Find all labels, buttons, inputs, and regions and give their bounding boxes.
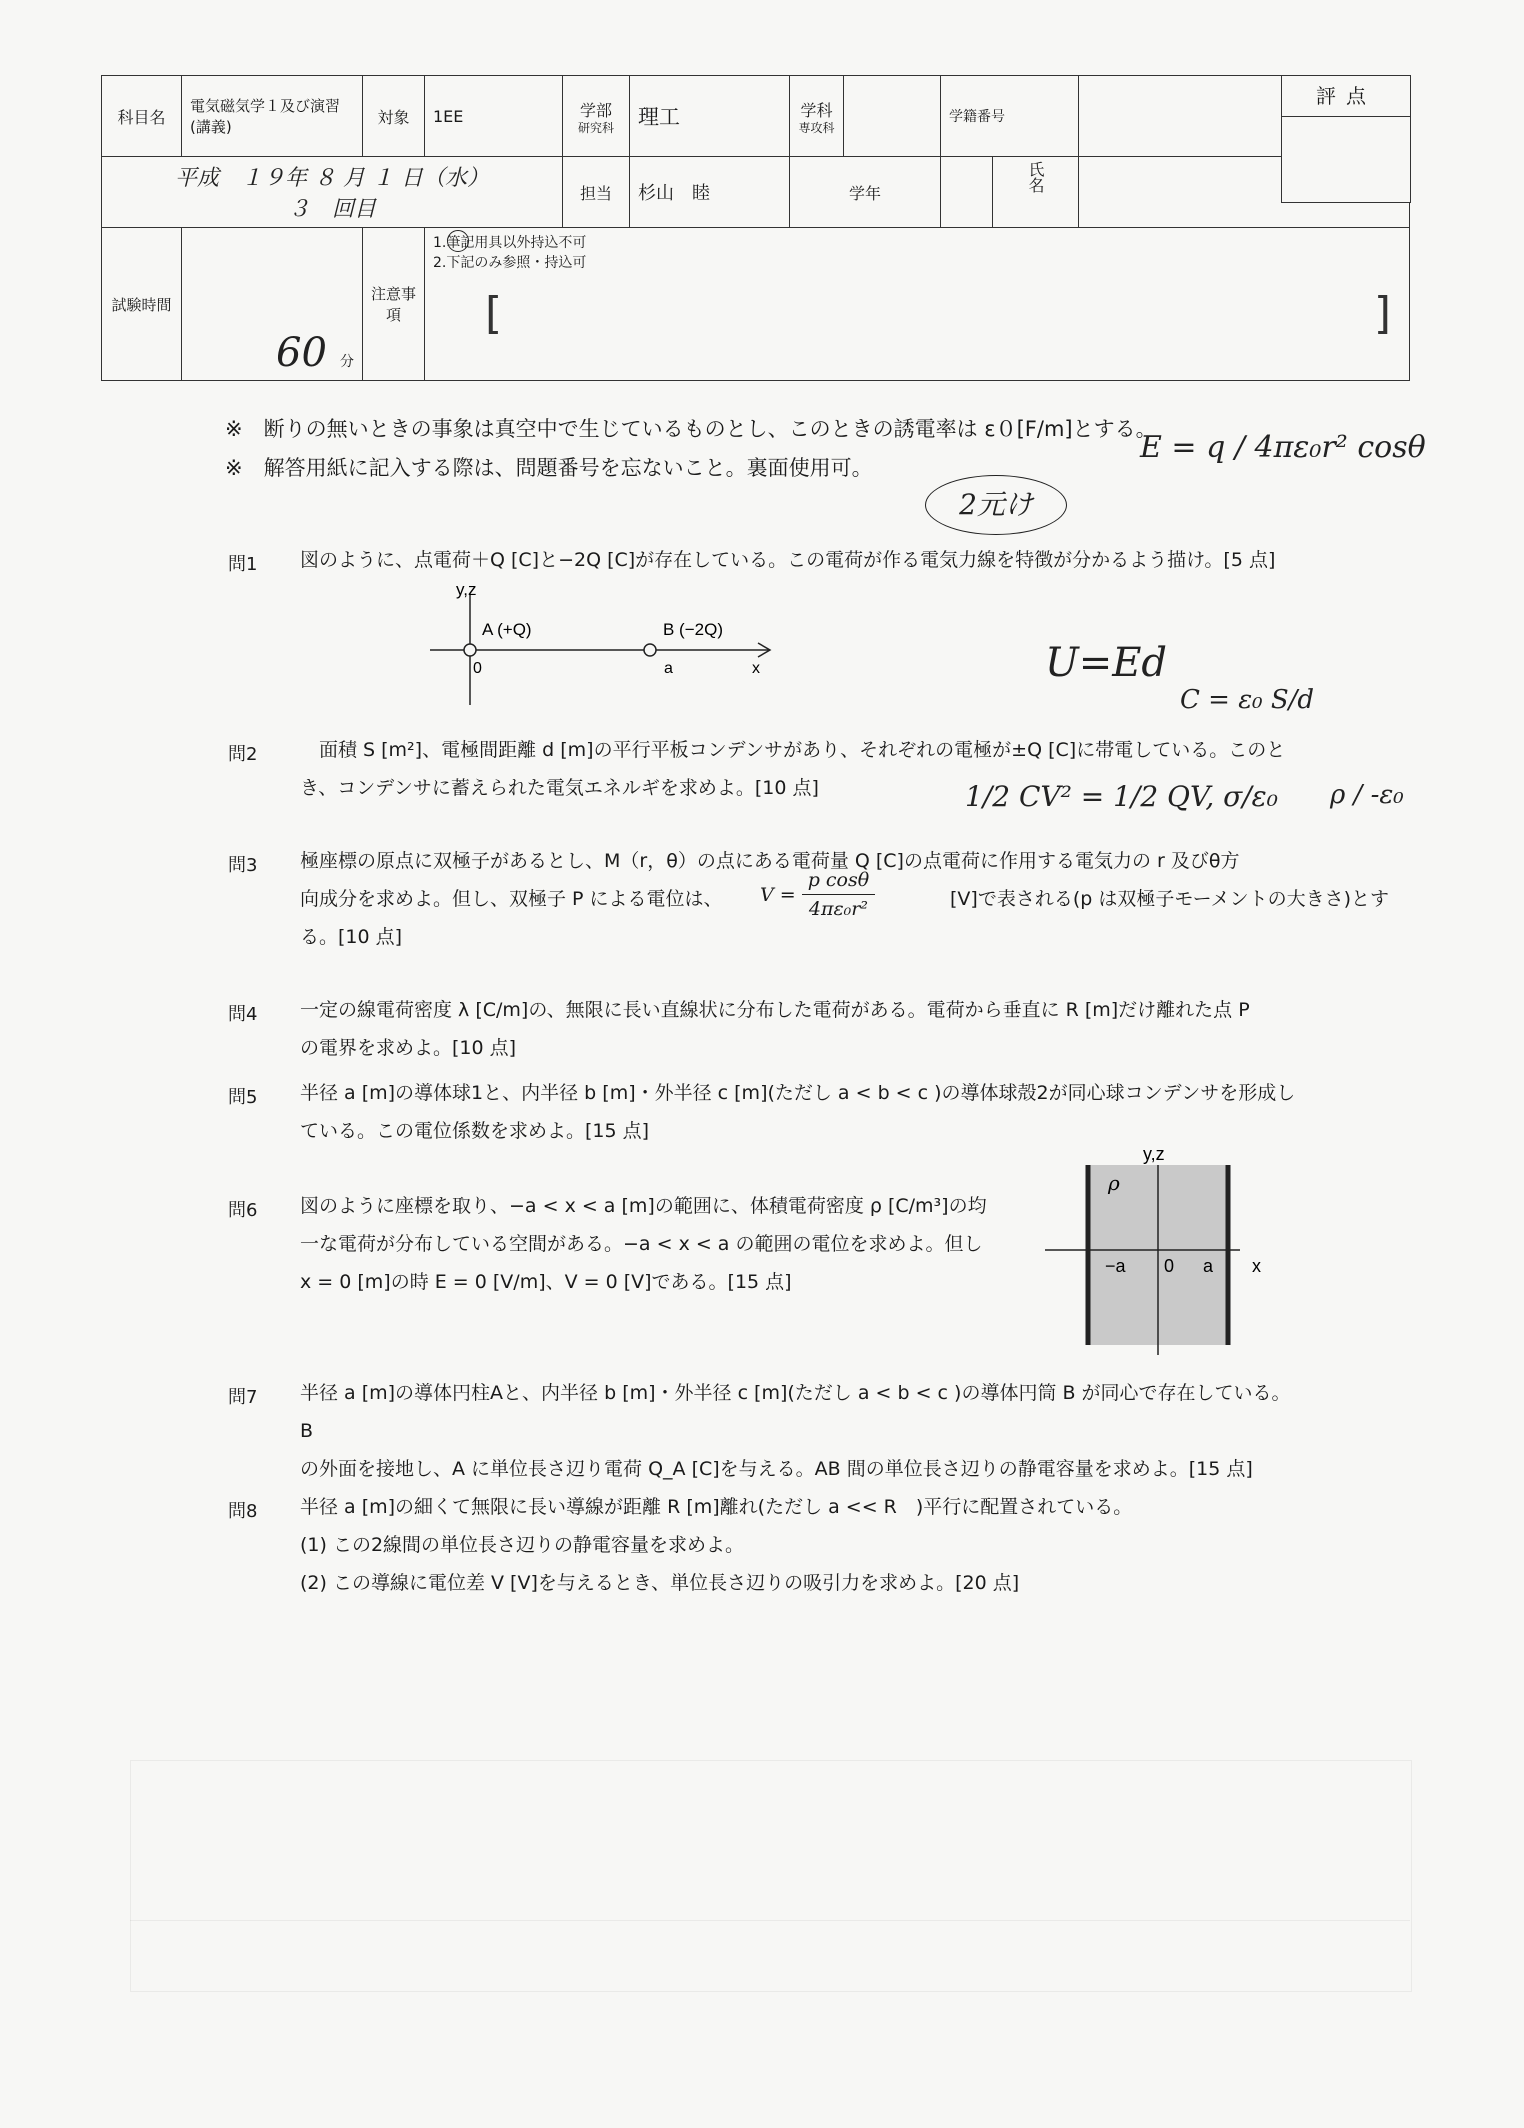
teacher-value: 杉山 睦 <box>630 157 790 228</box>
score-box <box>1281 75 1411 203</box>
notice-1: ※ 断りの無いときの事象は真空中で生じているものとし、このときの誘電率は ε０[F/m]とする。 <box>225 417 1157 441</box>
note-line-2: 2.下記のみ参照・持込可 <box>433 255 587 271</box>
notes-cell <box>425 228 1410 381</box>
target-value: 1EE <box>425 76 563 157</box>
q7-line-2: の外面を接地し、A に単位長さ辺り電荷 Q_A [C]を与える。AB 間の単位長さ辺りの静電容量を求めよ。[15 点] <box>300 1458 1253 1480</box>
fig6-x-label: x <box>1252 1256 1261 1276</box>
target-label: 対象 <box>363 76 425 157</box>
exam-time-label: 試験時間 <box>102 228 182 381</box>
bracket-left: [ <box>485 288 503 339</box>
q6-line-3: x = 0 [m]の時 E = 0 [V/m]、V = 0 [V]である。[15 点] <box>300 1271 792 1293</box>
q3-formula-numerator: p cosθ <box>802 866 875 895</box>
q1-text <box>300 541 1300 579</box>
q2-number: 問2 <box>228 744 258 765</box>
q3-formula-lhs: V = <box>760 883 796 906</box>
q3-formula-denominator: 4πε₀r² <box>808 898 868 920</box>
student-id-label: 学籍番号 <box>941 76 1079 157</box>
fig6-neg-a: −a <box>1105 1256 1126 1276</box>
exam-time-unit: 分 <box>340 354 354 370</box>
faculty-label <box>563 76 630 157</box>
faculty-value: 理工 <box>630 76 790 157</box>
subject-value: 電気磁気学１及び演習(講義) <box>182 76 363 157</box>
fig1-axis-label: y,z <box>456 580 477 599</box>
q1-number: 問1 <box>228 554 258 575</box>
fig6-origin: 0 <box>1164 1256 1175 1276</box>
fig1-label-a: A (+Q) <box>482 620 532 639</box>
q5-text <box>300 1074 1300 1150</box>
year-label: 学年 <box>790 157 941 228</box>
dept-label-text: 学科 <box>800 100 833 120</box>
dept-value <box>844 76 941 157</box>
show-through-line <box>130 1920 1410 1921</box>
fig6-diagram <box>1040 1140 1290 1360</box>
q7-text <box>300 1374 1300 1488</box>
faculty-sub-label: 研究科 <box>577 120 614 135</box>
date-cell <box>102 157 563 228</box>
q8-line-1: 半径 a [m]の細くて無限に長い導線が距離 R [m]離れ(ただし a << R )平行に配置されている。 <box>300 1496 1133 1518</box>
q4-line-2: の電界を求めよ。[10 点] <box>300 1037 517 1059</box>
q6-line-2: 一な電荷が分布している空間がある。−a < x < a の範囲の電位を求めよ。但し <box>300 1233 983 1255</box>
subject-label: 科目名 <box>102 76 182 157</box>
hand-formula-u: U=Ed <box>1045 640 1168 686</box>
q3-formula <box>760 866 875 923</box>
fig1-charge-b <box>644 644 656 656</box>
q4-text <box>300 991 1300 1067</box>
name-label: 氏名 <box>993 157 1079 228</box>
q5-line-2: ている。この電位係数を求めよ。[15 点] <box>300 1120 650 1142</box>
q6-text <box>300 1187 1000 1301</box>
fig6-axis-label: y,z <box>1143 1144 1165 1164</box>
note-line-1: 1.筆記用具以外持込不可 <box>433 235 587 251</box>
q5-number: 問5 <box>228 1087 258 1108</box>
dept-label <box>790 76 844 157</box>
faculty-label-text: 学部 <box>579 100 612 120</box>
q3-number: 問3 <box>228 855 258 876</box>
q7-line-1: 半径 a [m]の導体円柱Aと、内半径 b [m]・外半径 c [m](ただし a < b < c )の導体円筒 B が同心で存在している。B <box>300 1382 1291 1442</box>
hand-circled-note <box>925 475 1067 535</box>
exam-header-form <box>101 75 1410 381</box>
fig1-x-label: x <box>752 660 760 677</box>
teacher-label: 担当 <box>563 157 630 228</box>
bracket-right: ] <box>1373 288 1391 339</box>
score-label: 評点 <box>1282 76 1410 117</box>
show-through-table <box>130 1760 1412 1992</box>
q2-line-1: 面積 S [m²]、電極間距離 d [m]の平行平板コンデンサがあり、それぞれの電極が±Q [C]に帯電している。このと <box>300 739 1286 761</box>
fig1-label-b: B (−2Q) <box>663 620 723 639</box>
fig1-pos-a: a <box>664 660 673 677</box>
q6-line-1: 図のように座標を取り、−a < x < a [m]の範囲に、体積電荷密度 ρ [C/m³]の均 <box>300 1195 987 1217</box>
q1-line: 図のように、点電荷＋Q [C]と−2Q [C]が存在している。この電荷が作る電気力線を特徴が分かるよう描け。[5 点] <box>300 549 1276 571</box>
q3-line-2-tail: [V]で表される(p は双極子モーメントの大きさ)とす <box>950 888 1390 910</box>
q3-line-3: る。[10 点] <box>300 926 403 948</box>
q6-number: 問6 <box>228 1200 258 1221</box>
exam-time-number: 60 <box>276 330 327 376</box>
q7-number: 問7 <box>228 1387 258 1408</box>
q3-line-1: 極座標の原点に双極子があるとし、M（r，θ）の点にある電荷量 Q [C]の点電荷に作用する電気力の r 及びθ方 <box>300 850 1240 872</box>
date-text: 平成 １９年 ８ 月 １ 日（水） <box>175 166 489 191</box>
fig6-rho-label: ρ <box>1108 1171 1120 1195</box>
notes-label: 注意事項 <box>363 228 425 381</box>
hand-formula-energy: 1/2 CV² = 1/2 QV, σ/ε₀ <box>965 780 1278 813</box>
q4-number: 問4 <box>228 1004 258 1025</box>
hand-formula-c: C = ε₀ S/d <box>1180 685 1315 715</box>
hand-formula-rho: ρ / -ε₀ <box>1330 780 1404 810</box>
dept-sub-label: 専攻科 <box>798 120 835 135</box>
q3-text <box>300 842 1390 956</box>
year-value <box>941 157 993 228</box>
q8-number: 問8 <box>228 1501 258 1522</box>
q3-line-2 <box>300 869 1390 920</box>
fig6-pos-a: a <box>1203 1256 1214 1276</box>
q8-line-3: (2) この導線に電位差 V [V]を与えるとき、単位長さ辺りの吸引力を求めよ。[20 点] <box>300 1572 1020 1594</box>
q2-line-2: き、コンデンサに蓄えられた電気エネルギを求めよ。[10 点] <box>300 777 819 799</box>
fig1-diagram <box>420 575 780 715</box>
session-text: ３ 回目 <box>287 197 376 222</box>
hand-circled-text: 2元け <box>959 488 1033 521</box>
q8-line-2: (1) この2線間の単位長さ辺りの静電容量を求めよ。 <box>300 1534 745 1556</box>
q5-line-1: 半径 a [m]の導体球1と、内半径 b [m]・外半径 c [m](ただし a < b < c )の導体球殻2が同心球コンデンサを形成し <box>300 1082 1296 1104</box>
hand-formula-e: E = q / 4πε₀r² cosθ <box>1140 430 1426 465</box>
notice-2: ※ 解答用紙に記入する際は、問題番号を忘ないこと。裏面使用可。 <box>225 456 873 480</box>
q4-line-1: 一定の線電荷密度 λ [C/m]の、無限に長い直線状に分布した電荷がある。電荷から垂直に R [m]だけ離れた点 P <box>300 999 1250 1021</box>
q3-line-2-text: 向成分を求めよ。但し、双極子 P による電位は、 <box>300 888 723 910</box>
hand-circle-mark <box>447 230 469 252</box>
fig1-charge-a <box>464 644 476 656</box>
exam-time-value <box>182 228 363 381</box>
q2-text <box>300 731 1300 807</box>
fig1-origin: 0 <box>473 660 482 677</box>
q3-formula-fraction <box>802 866 875 923</box>
q8-text <box>300 1488 1300 1602</box>
